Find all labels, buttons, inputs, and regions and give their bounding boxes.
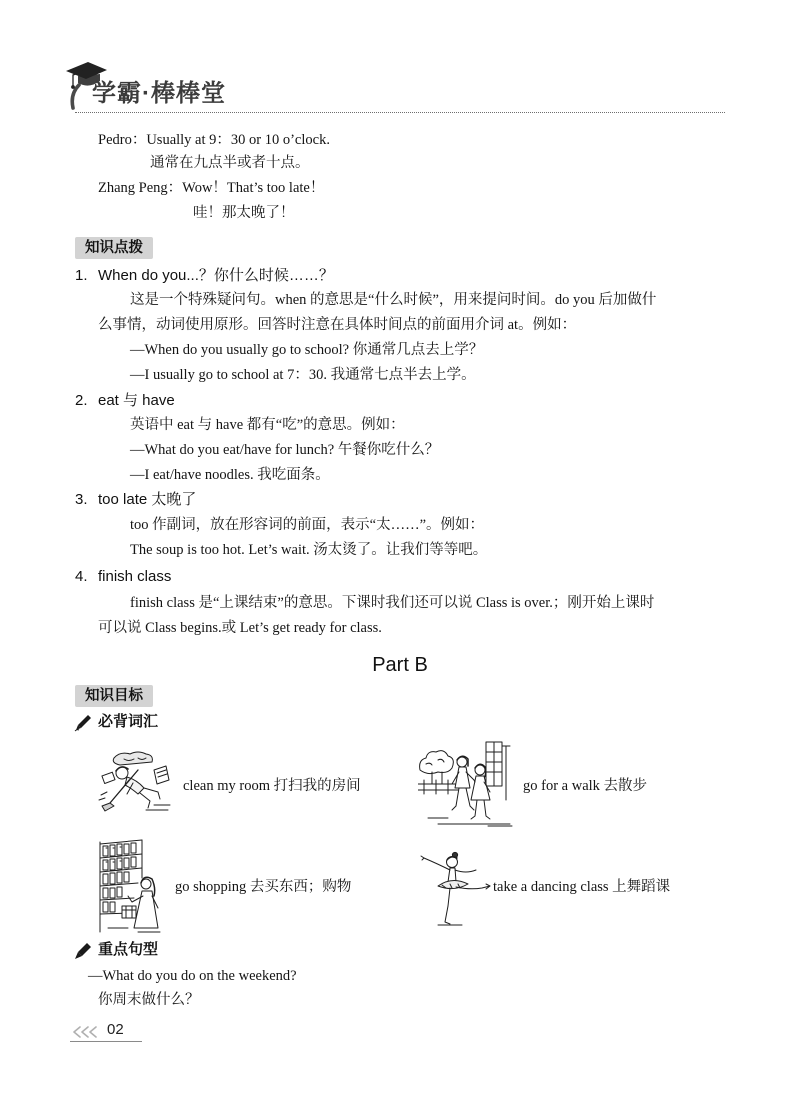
point-text-line: finish class 是“上课结束”的意思。下课时我们还可以说 Class is over.；刚开始上课时 xyxy=(130,595,655,611)
point-text-line: 这是一个特殊疑问句。when 的意思是“什么时候”，用来提问时间。do you 后加做什 xyxy=(130,292,657,308)
point-number: 4. xyxy=(75,568,88,585)
dialogue-line-zh: 哇！那太晚了！ xyxy=(193,205,295,221)
point-number: 3. xyxy=(75,491,88,508)
logo-text: 学霸·棒棒堂 xyxy=(92,80,226,107)
point-title: too late 太晚了 xyxy=(98,491,197,508)
cleaning-illustration xyxy=(98,750,172,814)
point-text-line: too 作副词，放在形容词的前面，表示“太……”。例如： xyxy=(130,517,485,533)
pen-icon xyxy=(74,942,92,960)
point-example-line: —I eat/have noodles. 我吃面条。 xyxy=(130,467,330,483)
page-number: 02 xyxy=(107,1021,124,1038)
sentence-line-zh: 你周末做什么？ xyxy=(98,992,200,1008)
section-label-goals: 知识目标 xyxy=(75,685,153,707)
point-title: finish class xyxy=(98,568,172,585)
vocab-caption: go for a walk 去散步 xyxy=(523,778,648,794)
chevrons-left-icon xyxy=(72,1026,102,1038)
footer-rule xyxy=(70,1041,142,1042)
point-text-line: 英语中 eat 与 have 都有“吃”的意思。例如： xyxy=(130,417,405,433)
point-number: 1. xyxy=(75,267,88,284)
point-example-line: —I usually go to school at 7：30. 我通常七点半去上学。 xyxy=(130,367,476,383)
sentence-heading: 重点句型 xyxy=(98,941,159,958)
vocab-heading: 必背词汇 xyxy=(98,713,159,730)
walking-illustration xyxy=(418,740,514,828)
vocab-caption: clean my room 打扫我的房间 xyxy=(183,778,361,794)
point-example-line: The soup is too hot. Let’s wait. 汤太烫了。让我们等等吧。 xyxy=(130,542,488,558)
dialogue-line-en: Pedro：Usually at 9：30 or 10 o’clock. xyxy=(98,132,330,148)
shopping-illustration xyxy=(98,838,162,934)
vocab-caption: take a dancing class 上舞蹈课 xyxy=(493,879,671,895)
point-text-line: 可以说 Class begins.或 Let’s get ready for class. xyxy=(98,620,382,636)
point-title: When do you...？你什么时候……？ xyxy=(98,267,334,284)
sentence-line-en: —What do you do on the weekend? xyxy=(88,968,297,984)
section-label-tips: 知识点拨 xyxy=(75,237,153,259)
dancing-illustration xyxy=(418,848,494,928)
point-text-line: 么事情，动词使用原形。回答时注意在具体时间点的前面用介词 at。例如： xyxy=(98,317,577,333)
point-title: eat 与 have xyxy=(98,392,175,409)
part-title: Part B xyxy=(372,654,428,676)
dialogue-line-en: Zhang Peng：Wow！That’s too late！ xyxy=(98,180,325,196)
point-example-line: —When do you usually go to school? 你通常几点去上学？ xyxy=(130,342,484,358)
header-divider xyxy=(75,112,725,113)
point-number: 2. xyxy=(75,392,88,409)
pencil-icon xyxy=(74,714,92,732)
vocab-caption: go shopping 去买东西；购物 xyxy=(175,879,352,895)
point-example-line: —What do you eat/have for lunch? 午餐你吃什么？ xyxy=(130,442,440,458)
dialogue-line-zh: 通常在九点半或者十点。 xyxy=(150,155,310,171)
